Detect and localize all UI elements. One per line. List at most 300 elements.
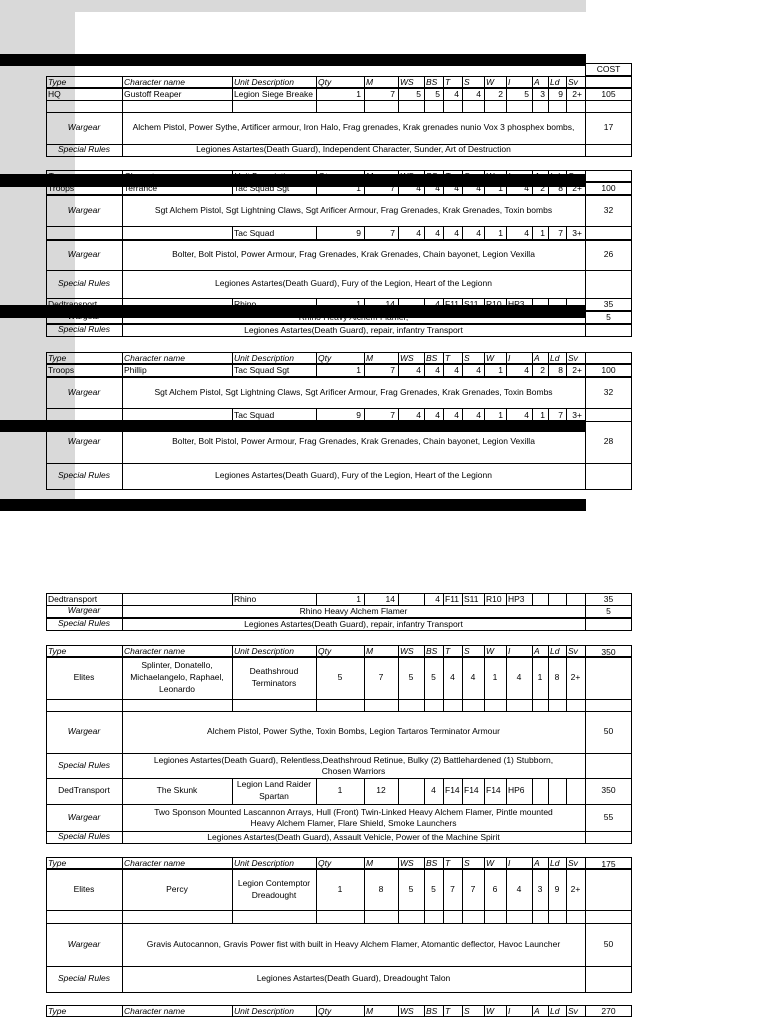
character-name: Terrance [124,183,158,193]
grid-line [532,645,533,657]
grid-line [122,408,123,422]
column-header-ld: Ld [550,171,560,181]
stat-qty: 5 [337,672,343,682]
armour-value: F14 [464,785,479,795]
stat-qty: 1 [356,299,361,309]
stat-i: 4 [516,884,522,894]
column-header-w: W [486,858,495,868]
character-name: Phillip [124,365,147,375]
column-header-desc: Unit Description [234,171,294,181]
grid-line [462,778,463,805]
grid-line [443,857,444,869]
wargear-cost: 26 [603,249,614,259]
grid-line [424,645,425,657]
grid-line [462,1005,463,1017]
grid-line [398,76,399,88]
character-name: The Skunk [156,785,198,795]
stat-qty: 1 [356,594,361,604]
column-header-i: I [508,171,511,181]
wargear-text: Sgt Alchem Pistol, Sgt Lightning Claws, Sgt Arificer Armour, Frag Grenades, Krak Grenades, Toxin bombs [154,204,553,215]
column-header-sv: Sv [568,77,578,87]
grid-line [122,76,123,88]
column-header-ld: Ld [550,646,560,656]
column-header-sv: Sv [568,858,578,868]
special-rules-text: Legiones Astartes(Death Guard), Relentless,Deathshroud Retinue, Bulky (2) Battlehardened (1) Stubborn, [153,754,554,765]
column-header-bs: BS [426,1006,438,1016]
grid-line [443,298,444,311]
grid-line [364,352,365,364]
column-header-qty: Qty [318,171,332,181]
grid-line [443,778,444,805]
special-rules-label: Special Rules [58,278,110,288]
grid-line [424,170,425,182]
column-header-bs: BS [426,171,438,181]
grid-line [548,352,549,364]
armour-value: HP3 [508,299,525,309]
column-header-qty: Qty [318,77,332,87]
grid-line [548,645,549,657]
grid-line [122,298,123,311]
grid-line [566,778,567,805]
army-value: Death Guard [124,52,173,62]
column-header-name: Character name [124,1006,185,1016]
column-header-desc: Unit Description [234,353,294,363]
stat-t: 4 [454,89,459,99]
column-header-a: A [534,858,540,868]
column-header-ws: WS [400,171,414,181]
stat-m: 7 [390,410,395,420]
unit-description: Rhino [234,299,257,309]
grid-line [585,966,586,993]
wargear-label: Wargear [67,938,101,949]
unit-description: Tac Squad [234,228,275,238]
grid-line [585,226,586,240]
stat-ld: 7 [558,410,563,420]
grid-line [548,778,549,805]
column-header-w: W [486,1006,495,1016]
column-header-qty: Qty [318,858,332,868]
grid-line [122,857,123,869]
grid-line [232,298,233,311]
column-header-desc: Unit Description [234,77,294,87]
column-header-a: A [534,171,540,181]
grid-line [585,869,586,911]
grid-line [585,618,586,631]
unit-description: Dreadought [251,890,297,900]
grid-line [506,645,507,657]
grid-line [462,298,463,311]
unit-description: Terminators [251,678,297,688]
stat-sv: 2+ [572,365,582,375]
stat-ld: 9 [554,884,560,894]
grid-line [462,76,463,88]
special-rules-label: Special Rules [58,759,110,770]
stat-i: 5 [524,89,529,99]
grid-line [506,76,507,88]
stat-ws: 4 [416,365,421,375]
stat-bs: 4 [435,183,440,193]
stat-a: 3 [540,89,545,99]
grid-line [232,352,233,364]
stat-bs: 4 [435,299,440,309]
grid-line [398,645,399,657]
character-name: Michaelangelo, Raphael, [130,672,224,682]
grid-line [484,352,485,364]
wargear-cost: 5 [606,312,611,322]
stat-sv: 2+ [570,884,581,894]
grid-line [316,857,317,869]
column-header-m: M [366,1006,374,1016]
column-header-desc: Unit Description [234,646,294,656]
grid-line [484,645,485,657]
grid-line [122,226,123,240]
column-header-a: A [534,353,540,363]
stat-w: 1 [498,228,503,238]
column-header-ld: Ld [550,77,560,87]
grid-line [585,76,586,88]
grid-line [122,923,123,967]
stat-ld: 7 [558,228,563,238]
grid-line [532,857,533,869]
grid-line [443,910,444,924]
column-header-i: I [508,353,511,363]
grid-line [122,195,123,227]
column-header-t: T [445,77,451,87]
column-header-ws: WS [400,1006,414,1016]
grid-line [585,170,586,182]
grid-line [232,645,233,657]
column-header-a: A [534,1006,540,1016]
stat-a: 2 [540,365,545,375]
grid-line [122,112,123,145]
stat-m: 8 [378,884,384,894]
grid-line [364,170,365,182]
column-header-s: S [464,1006,470,1016]
grid-line [424,857,425,869]
grid-line [232,364,233,377]
stat-s: 7 [470,884,476,894]
armour-value: R10 [486,299,502,309]
stat-a: 2 [540,183,545,193]
army-label: Army [48,52,68,62]
column-header-ws: WS [400,858,414,868]
column-header-w: W [486,171,495,181]
wargear-text: Two Sponson Mounted Lascannon Arrays, Hull (Front) Twin-Linked Heavy Alchem Flamer, Pintle mounted [154,806,553,817]
stat-w: 6 [492,884,498,894]
stat-t: 4 [454,410,459,420]
column-header-ld: Ld [550,858,560,868]
stat-t: 7 [450,884,455,894]
grid-line [548,170,549,182]
column-header-s: S [464,353,470,363]
special-rules-label: Special Rules [58,831,110,841]
grid-line [364,1005,365,1017]
grid-line [585,463,586,490]
wargear-cost: 50 [603,726,614,736]
unit-description: Rhino [234,594,257,604]
unit-cost: 35 [603,299,614,309]
grid-line [122,377,123,409]
section-divider [0,54,586,66]
wargear-label: Wargear [67,726,101,736]
stat-bs: 4 [431,785,436,795]
grid-line [566,1005,567,1017]
unit-cost: 270 [601,1006,616,1016]
stat-t: 4 [450,672,455,682]
stat-m: 14 [385,594,395,604]
grid-line [364,76,365,88]
column-header-name: Character name [124,77,185,87]
stat-w: 1 [492,672,498,682]
column-header-ld: Ld [550,353,560,363]
grid-line [316,645,317,657]
stat-m: 7 [390,228,395,238]
grid-line [122,170,123,182]
grid-line [462,645,463,657]
wargear-label-bg [0,12,75,43]
stat-m: 7 [378,672,384,682]
grid-line [122,364,123,377]
grid-line [122,910,123,924]
wargear-cost: 50 [603,938,614,949]
unit-cost: 35 [603,594,614,604]
stat-a: 3 [537,884,543,894]
grid-line [122,421,123,464]
grid-line [532,76,533,88]
grid-line [424,76,425,88]
column-header-desc: Unit Description [234,858,294,868]
stat-s: 4 [470,672,476,682]
grid-line [548,298,549,311]
grid-line [122,240,123,271]
stat-m: 14 [385,299,395,309]
grid-line [585,657,586,700]
grid-line [462,352,463,364]
wargear-text: Bolter, Bolt Pistol, Power Armour, Frag Grenades, Krak Grenades, Chain bayonet, Legion Vexilla [172,249,535,259]
column-header-i: I [508,646,511,656]
grid-line [398,1005,399,1017]
grid-line [484,76,485,88]
column-header-m: M [366,77,374,87]
grid-line [122,645,123,657]
wargear-label: Wargear [67,249,101,259]
stat-sv: 3+ [572,228,582,238]
stat-i: 4 [524,228,529,238]
armour-value: S11 [464,594,479,604]
column-header-qty: Qty [318,646,332,656]
stat-t: 4 [454,365,459,375]
stat-i: 4 [516,672,522,682]
grid-line [232,76,233,88]
column-header-a: A [534,646,540,656]
column-header-type: Type [48,77,67,87]
stat-i: 4 [524,183,529,193]
unit-type: HQ [48,89,61,99]
stat-ws: 4 [416,410,421,420]
wargear-label: Wargear [67,122,101,132]
column-header-w: W [486,353,495,363]
column-header-w: W [486,646,495,656]
grid-line [585,910,586,924]
column-header-sv: Sv [568,353,578,363]
grid-line [443,645,444,657]
stat-bs: 5 [431,672,436,682]
grid-line [232,910,233,924]
grid-line [443,352,444,364]
unit-cost: 100 [601,365,616,375]
grid-line [364,645,365,657]
grid-line [566,352,567,364]
wargear-cost: 17 [603,122,614,132]
grid-line [548,857,549,869]
grid-line [462,910,463,924]
column-header-ws: WS [400,353,414,363]
grid-line [585,831,586,844]
wargear-text: Rhino Heavy Alchem Flamer [299,606,408,616]
grid-line [398,857,399,869]
special-rules-label: Special Rules [58,470,110,480]
grid-line [316,352,317,364]
stat-ws: 4 [416,183,421,193]
grid-line [585,270,586,299]
grid-line [232,1005,233,1017]
grid-line [122,182,123,195]
grid-line [232,857,233,869]
grid-line [484,910,485,924]
unit-description: Tac Squad [234,410,275,420]
grid-line [585,408,586,422]
grid-line [122,711,123,754]
grid-line [506,298,507,311]
stat-ld: 8 [558,365,563,375]
stat-a: 1 [540,228,545,238]
column-header-i: I [508,77,511,87]
grid-line [566,170,567,182]
unit-description: Legion Contemptor [237,878,311,888]
unit-type: Elites [73,672,95,682]
stat-bs: 4 [435,594,440,604]
grid-line [398,352,399,364]
grid-line [424,1005,425,1017]
column-header-t: T [445,171,451,181]
column-header-s: S [464,171,470,181]
unit-type: Troops [48,183,75,193]
column-header-m: M [366,646,374,656]
column-header-m: M [366,353,374,363]
stat-a: 1 [537,672,543,682]
stat-i: 4 [524,365,529,375]
wargear-label: Wargear [67,204,101,215]
stat-bs: 5 [435,89,440,99]
column-header-s: S [464,858,470,868]
special-rules-label: Special Rules [58,324,110,334]
wargear-cost: 32 [603,204,614,215]
wargear-label: Wargear [67,386,101,397]
grid-line [424,910,425,924]
grid-line [316,170,317,182]
grid-line [122,270,123,299]
grid-line [443,1005,444,1017]
special-rules-text: Legiones Astartes(Death Guard), Fury of the Legion, Heart of the Legionn [215,278,492,288]
grid-line [532,352,533,364]
grid-line [364,857,365,869]
armour-value: F14 [486,785,501,795]
grid-line [532,170,533,182]
special-rules-text: Legiones Astartes(Death Guard), Assault Vehicle, Power of the Machine Spirit [207,832,500,842]
grid-line [566,857,567,869]
wargear-cost: 28 [603,436,614,446]
column-header-s: S [464,646,470,656]
column-header-name: Character name [124,858,185,868]
wargear-cost: 5 [606,606,611,616]
special-rules-text: Chosen Warriors [321,765,386,776]
armour-value: F11 [445,594,460,604]
column-header-type: Type [48,858,67,868]
character-name: Splinter, Donatello, [141,660,213,670]
stat-ld: 8 [558,183,563,193]
column-header-a: A [534,77,540,87]
grid-line [122,1005,123,1017]
column-header-sv: Sv [568,646,578,656]
column-header-bs: BS [426,77,438,87]
special-rules-label: Special Rules [58,618,110,628]
unit-description: Tac Squad Sgt [234,183,290,193]
unit-description: Deathshroud [249,666,299,676]
grid-line [232,170,233,182]
column-header-t: T [445,858,451,868]
grid-line [462,170,463,182]
unit-cost: 350 [601,785,616,795]
column-header-sv: Sv [568,1006,578,1016]
column-header-desc: Unit Description [234,1006,294,1016]
column-header-m: M [366,171,374,181]
grid-line [462,857,463,869]
stat-ld: 9 [558,89,563,99]
wargear-text: Alchem Pistol, Power Sythe, Toxin Bombs, Legion Tartaros Terminator Armour [207,726,500,736]
column-header-m: M [366,858,374,868]
column-header-t: T [445,353,451,363]
character-name: Leonardo [159,684,195,694]
stat-ws: 5 [416,89,421,99]
stat-sv: 2+ [572,183,582,193]
special-rules-label: Special Rules [58,144,110,154]
stat-w: 1 [498,183,503,193]
wargear-text: Heavy Alchem Flamer, Flare Shield, Smoke Launchers [250,817,457,828]
character-name: Percy [166,884,188,894]
grid-line [122,144,123,157]
cell-border [46,910,632,924]
wargear-cost: 32 [603,386,614,397]
section-divider [0,499,586,511]
stat-s: 4 [476,183,481,193]
wargear-text: Sgt Alchem Pistol, Sgt Lightning Claws, Sgt Arificer Armour, Frag Grenades, Krak Grenades, Toxin Bombs [154,386,553,397]
column-header-t: T [445,646,451,656]
points-value: 2000 [402,52,421,62]
stat-ld: 8 [554,672,560,682]
grid-line [585,324,586,337]
stat-w: 1 [498,410,503,420]
unit-cost: 100 [601,183,616,193]
grid-line [443,170,444,182]
stat-t: 4 [454,228,459,238]
unit-type: DedTransport [58,785,110,795]
stat-t: 4 [454,183,459,193]
unit-type: Dedtransport [48,299,98,309]
unit-cost: 350 [601,647,616,657]
wargear-cost: 55 [603,811,614,822]
column-header-ld: Ld [550,1006,560,1016]
stat-i: 4 [524,410,529,420]
